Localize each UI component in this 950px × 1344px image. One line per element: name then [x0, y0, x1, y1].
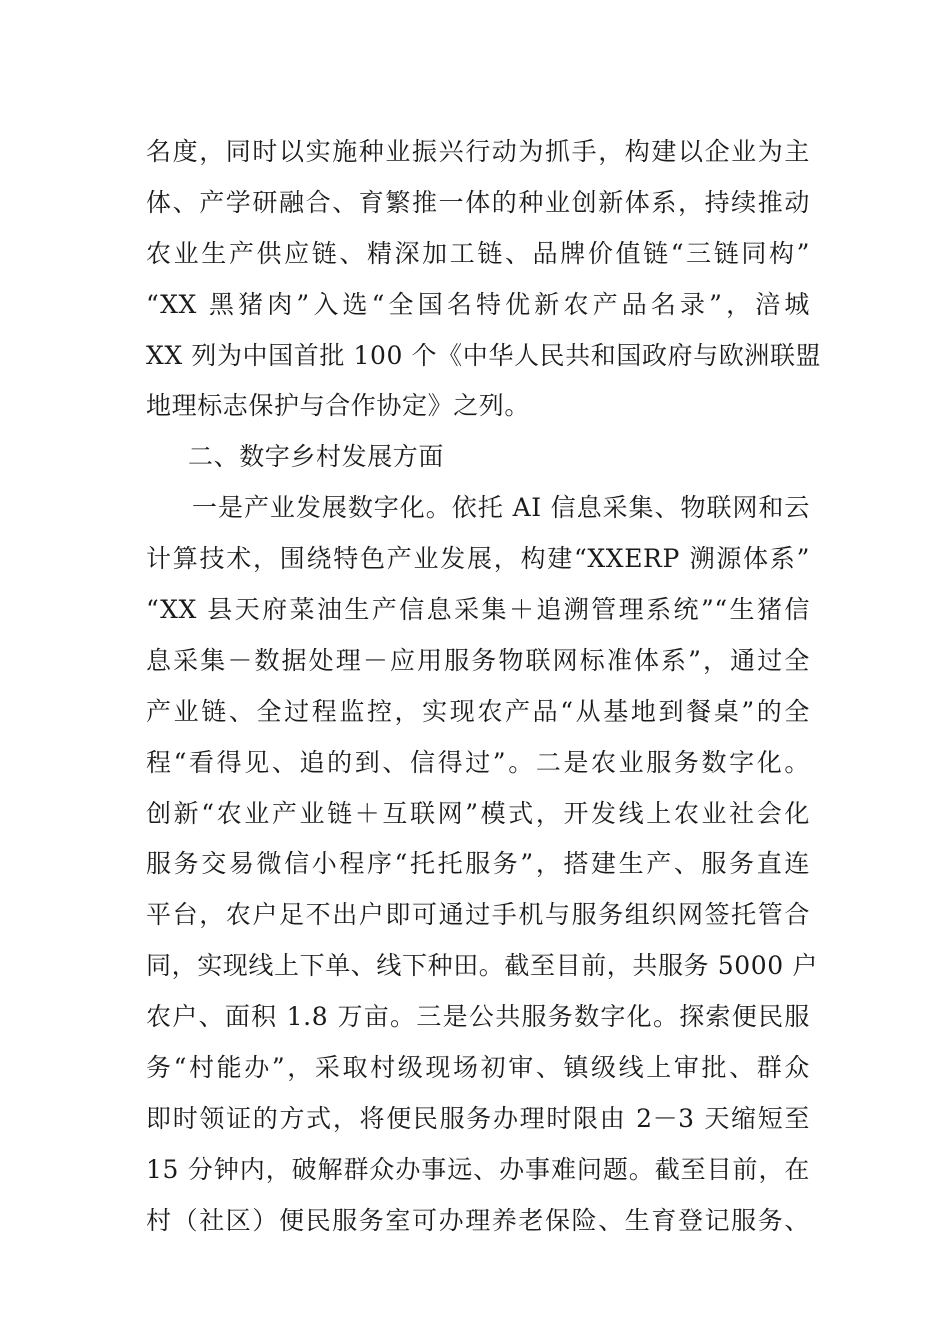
section-heading: 二、数字乡村发展方面 [188, 442, 445, 472]
text-line: 即时领证的方式，将便民服务办理时限由 2－3 天缩短至 [146, 1103, 810, 1133]
text-line: 务“村能办”，采取村级现场初审、镇级线上审批、群众 [146, 1053, 810, 1083]
text-line: “XX 县天府菜油生产信息采集＋追溯管理系统”“生猪信 [146, 595, 810, 625]
text-line: 地理标志保护与合作协定》之列。 [146, 391, 531, 421]
text-line: 息采集－数据处理－应用服务物联网标准体系”，通过全 [146, 645, 810, 675]
text-line: 体、产学研融合、育繁推一体的种业创新体系，持续推动 [146, 187, 810, 217]
text-line: 15 分钟内，破解群众办事远、办事难问题。截至目前，在 [146, 1154, 810, 1184]
text-line: 产业链、全过程监控，实现农产品“从基地到餐桌”的全 [146, 696, 810, 726]
text-line: 同，实现线上下单、线下种田。截至目前，共服务 5000 户 [146, 951, 818, 981]
text-line: 计算技术，围绕特色产业发展，构建“XXERP 溯源体系” [146, 544, 810, 574]
text-line: 农业生产供应链、精深加工链、品牌价值链“三链同构” [146, 238, 810, 268]
text-line: 名度，同时以实施种业振兴行动为抓手，构建以企业为主 [146, 137, 810, 166]
text-line: 农户、面积 1.8 万亩。三是公共服务数字化。探索便民服 [146, 1002, 810, 1032]
text-line: “XX 黑猪肉”入选“全国名特优新农产品名录”，涪城 [146, 289, 810, 319]
text-line: 村（社区）便民服务室可办理养老保险、生育登记服务、 [146, 1205, 810, 1235]
text-line: 程“看得见、追的到、信得过”。二是农业服务数字化。 [146, 747, 810, 777]
text-line: 一是产业发展数字化。依托 AI 信息采集、物联网和云 [192, 493, 810, 523]
text-line: 服务交易微信小程序“托托服务”，搭建生产、服务直连 [146, 849, 810, 879]
text-line: XX 列为中国首批 100 个《中华人民共和国政府与欧洲联盟 [146, 340, 822, 370]
text-line: 平台，农户足不出户即可通过手机与服务组织网签托管合 [146, 900, 810, 930]
text-line: 创新“农业产业链＋互联网”模式，开发线上农业社会化 [146, 798, 810, 828]
body-text [146, 127, 822, 1247]
